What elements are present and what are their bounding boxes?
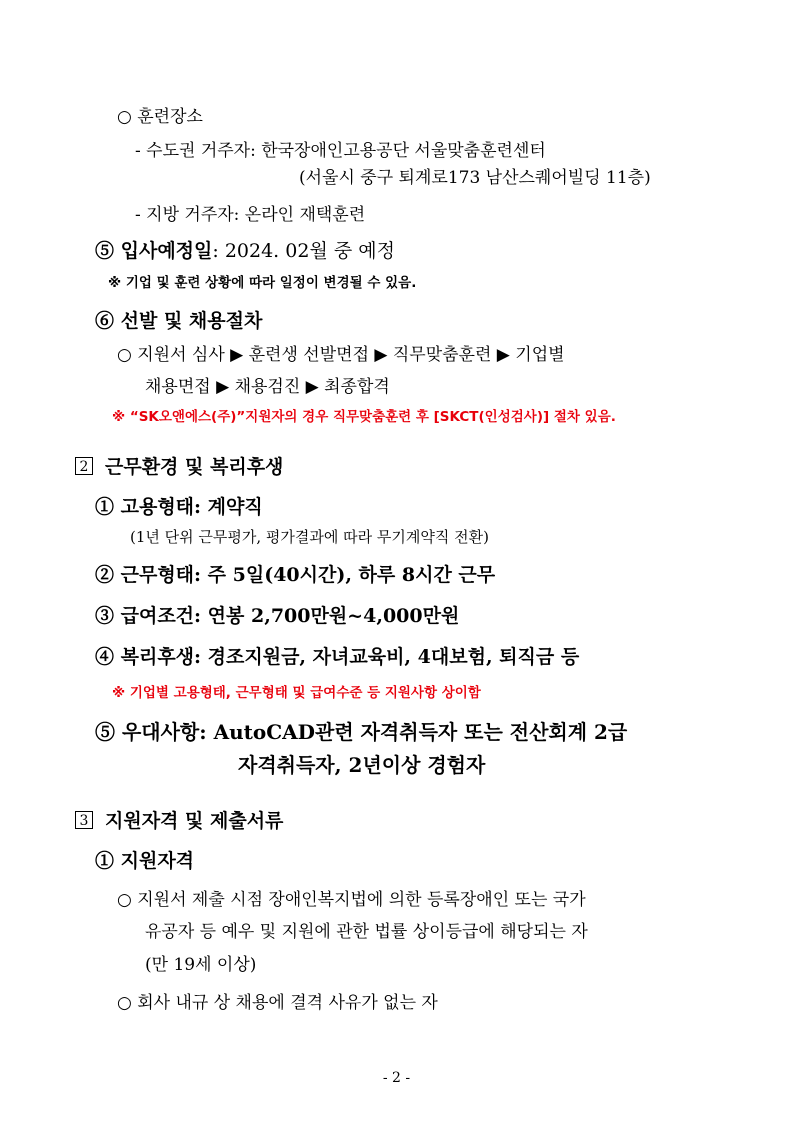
selection-steps-line2: 채용면접 ▶ 채용검진 ▶ 최종합격 xyxy=(145,377,390,397)
salary: ③ 급여조건: 연봉 2,700만원~4,000만원 xyxy=(95,605,460,627)
qualification-heading: ① 지원자격 xyxy=(95,850,195,872)
join-date-note: ※ 기업 및 훈련 상황에 따라 일정이 변경될 수 있음. xyxy=(108,275,417,291)
section3-number-box: 3 xyxy=(75,811,93,829)
preference-line1: ⑤ 우대사항: AutoCAD관련 자격취득자 또는 전산회계 2급 xyxy=(95,720,628,744)
qualification-1-line1: ○ 지원서 제출 시점 장애인복지법에 의한 등록장애인 또는 국가 xyxy=(117,890,586,910)
section2-heading xyxy=(75,452,283,479)
regional-training-line: - 지방 거주자: 온라인 재택훈련 xyxy=(135,205,366,225)
join-date-line xyxy=(95,236,395,263)
section2-title: 근무환경 및 복리후생 xyxy=(105,456,284,478)
employment-type: ① 고용형태: 계약직 xyxy=(95,496,263,518)
qualification-2: ○ 회사 내규 상 채용에 결격 사유가 없는 자 xyxy=(117,993,438,1013)
preference-line2: 자격취득자, 2년이상 경험자 xyxy=(238,753,486,777)
training-place-heading: ○ 훈련장소 xyxy=(117,107,203,127)
selection-note: ※ “SK오앤에스(주)”지원자의 경우 직무맞춤훈련 후 [SKCT(인성검사)] 절차 있음. xyxy=(112,409,616,425)
section3-heading xyxy=(75,806,283,833)
welfare-note: ※ 기업별 고용형태, 근무형태 및 급여수준 등 지원사항 상이함 xyxy=(112,685,481,701)
join-date-value: : 2024. 02월 중 예정 xyxy=(212,240,395,262)
welfare: ④ 복리후생: 경조지원금, 자녀교육비, 4대보험, 퇴직금 등 xyxy=(95,646,580,668)
section3-title: 지원자격 및 제출서류 xyxy=(105,810,284,832)
selection-steps-line1: ○ 지원서 심사 ▶ 훈련생 선발면접 ▶ 직무맞춤훈련 ▶ 기업별 xyxy=(117,345,565,365)
qualification-1-line2: 유공자 등 예우 및 지원에 관한 법률 상이등급에 해당되는 자 xyxy=(145,922,588,942)
section2-number-box: 2 xyxy=(75,457,93,475)
metro-address-line: (서울시 중구 퇴계로173 남산스퀘어빌딩 11층) xyxy=(299,168,651,188)
metro-training-line: - 수도권 거주자: 한국장애인고용공단 서울맞춤훈련센터 xyxy=(135,141,546,161)
qualification-1-line3: (만 19세 이상) xyxy=(145,955,257,975)
join-date-label: ⑤ 입사예정일 xyxy=(95,240,213,262)
employment-note: (1년 단위 근무평가, 평가결과에 따라 무기계약직 전환) xyxy=(130,528,489,546)
work-type: ② 근무형태: 주 5일(40시간), 하루 8시간 근무 xyxy=(95,564,496,586)
selection-heading: ⑥ 선발 및 채용절차 xyxy=(95,310,263,332)
page-number: - 2 - xyxy=(382,1070,411,1086)
